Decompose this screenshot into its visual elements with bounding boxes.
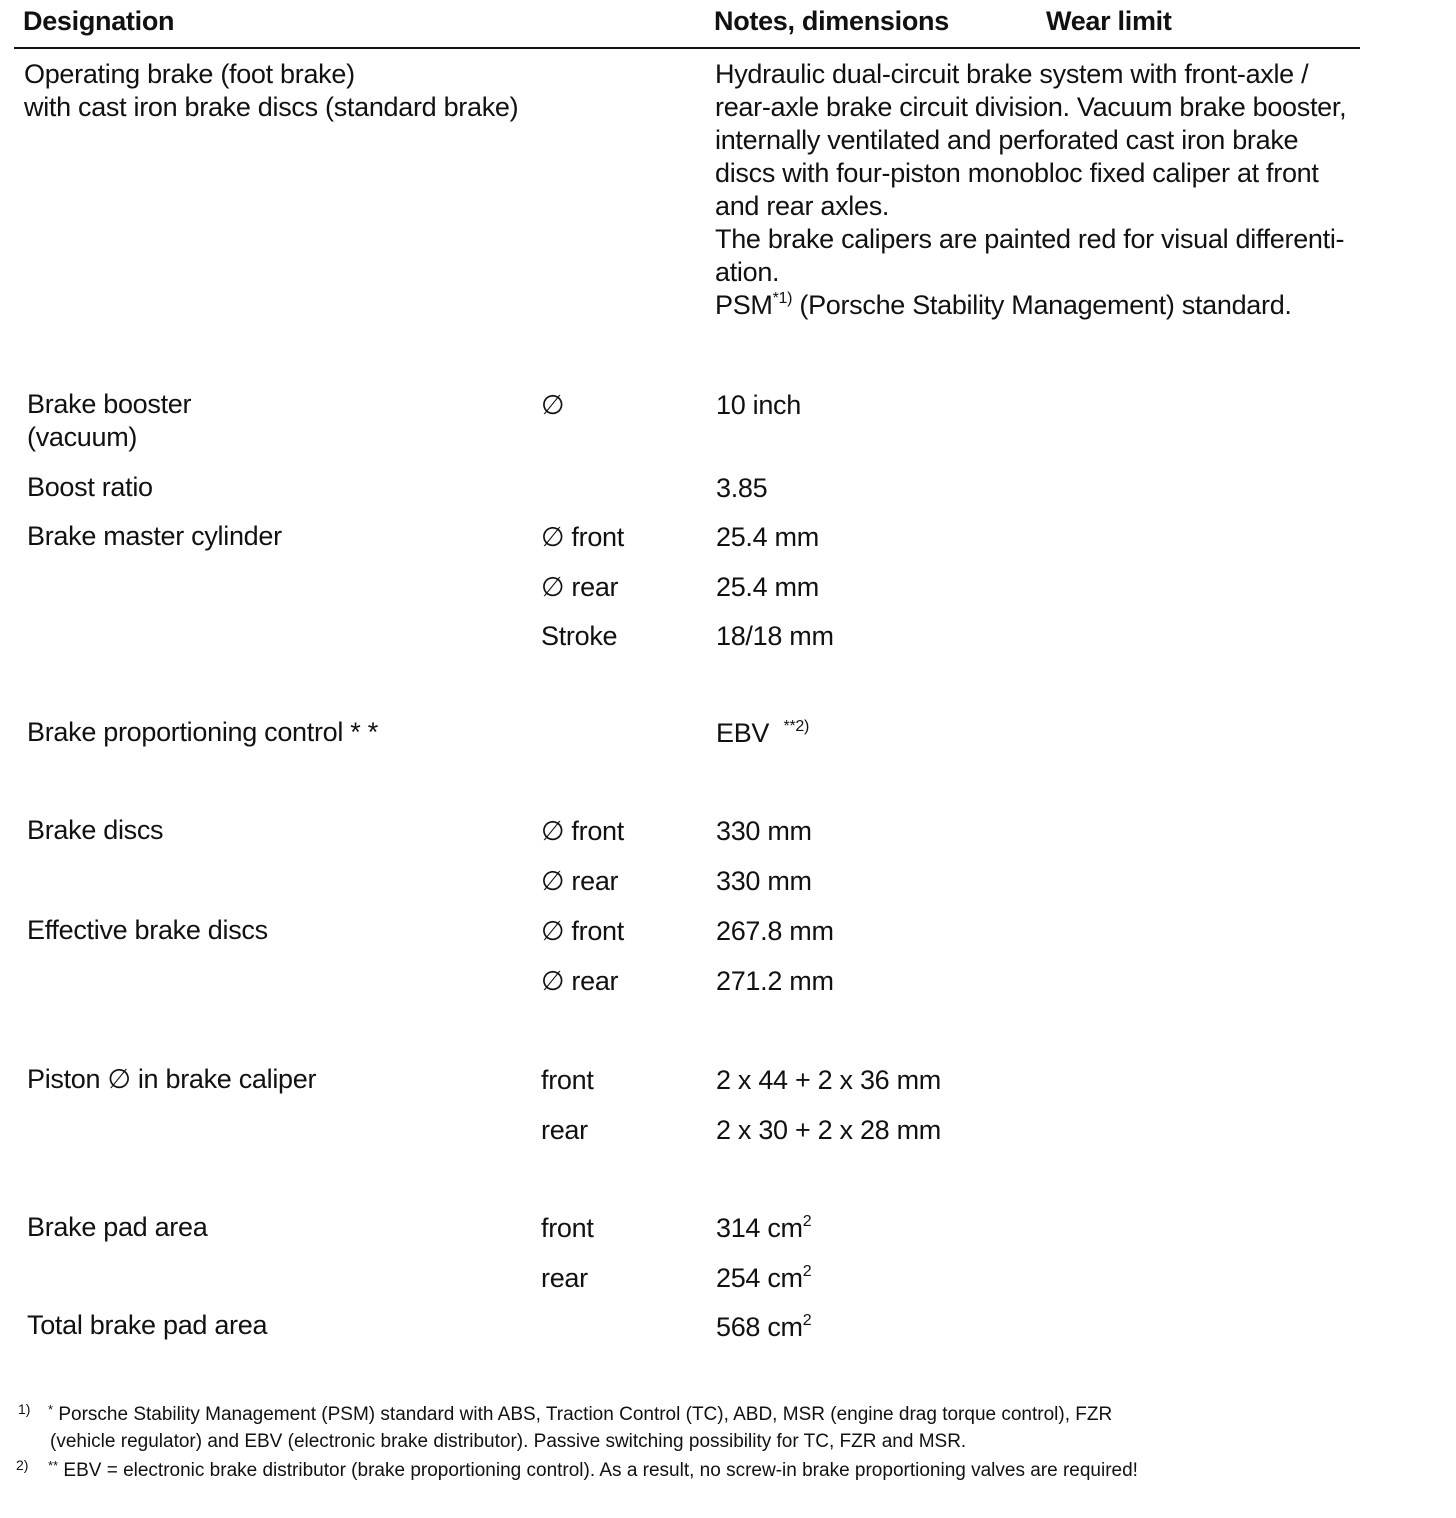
row-label-brake-booster: Brake booster [27,389,192,419]
footnote-2 [48,1452,1138,1484]
footnote-star: ** [48,1458,59,1473]
unit-superscript: 2 [802,1263,812,1280]
intro-notes-line: internally ventilated and perforated cast iron brake [715,125,1299,155]
column-header-notes: Notes, dimensions [714,6,949,36]
intro-notes [715,58,1346,322]
row-value-effective-front: 267.8 mm [716,916,834,946]
intro-designation-line: with cast iron brake discs (standard brake) [24,92,519,122]
row-qualifier-front: ∅ front [541,916,624,946]
row-label-boost-ratio: Boost ratio [27,472,153,502]
row-qualifier-front: front [541,1065,594,1095]
row-qualifier-rear: rear [541,1263,588,1293]
footnote-line [48,1396,1112,1428]
unit-superscript: 2 [802,1312,812,1329]
row-value-effective-rear: 271.2 mm [716,966,834,996]
pad-rear-value: 254 cm [716,1263,803,1293]
row-value-discs-rear: 330 mm [716,866,812,896]
row-value-pad-front [716,1212,811,1245]
row-label-brake-discs: Brake discs [27,815,164,845]
footnote-line [48,1452,1138,1484]
row-value-master-rear: 25.4 mm [716,572,819,602]
psm-prefix: PSM [715,290,773,320]
row-value-piston-front: 2 x 44 + 2 x 36 mm [716,1065,941,1095]
footnote-text: Porsche Stability Management (PSM) standard with ABS, Traction Control (TC), ABD, MSR (engine drag torque control), FZR [58,1404,1113,1425]
row-qualifier-front: ∅ front [541,816,624,846]
header-rule [14,47,1360,49]
intro-psm-line [715,289,1346,322]
row-value-booster: 10 inch [716,390,801,420]
row-label-total-pad-area: Total brake pad area [27,1310,268,1340]
footnote-mark: 2) [16,1457,29,1473]
column-header-wear-limit: Wear limit [1046,6,1172,36]
footnote-1 [48,1396,1112,1455]
psm-suffix: (Porsche Stability Management) standard. [792,290,1292,320]
row-label-master-cylinder: Brake master cylinder [27,521,282,551]
intro-notes-line: discs with four-piston monobloc fixed caliper at front [715,158,1319,188]
row-value-proportioning [716,717,809,750]
row-label-piston: Piston ∅ in brake caliper [27,1064,317,1094]
row-value-master-stroke: 18/18 mm [716,621,834,651]
row-label-pad-area: Brake pad area [27,1212,208,1242]
row-qualifier-rear: ∅ rear [541,572,619,602]
row-value-boost-ratio: 3.85 [716,473,768,503]
ebv-text: EBV [716,718,770,748]
intro-notes-line: Hydraulic dual-circuit brake system with front-axle / [715,59,1309,89]
row-value-total-pad [716,1311,811,1344]
footnote-text: EBV = electronic brake distributor (brake proportioning control). As a result, no screw-in brake proportioning valves are required! [63,1460,1138,1481]
row-value-discs-front: 330 mm [716,816,812,846]
row-value-piston-rear: 2 x 30 + 2 x 28 mm [716,1115,941,1145]
psm-footnote-ref: *1) [772,290,793,307]
intro-notes-line: ation. [715,257,780,287]
row-qualifier-rear: rear [541,1115,588,1145]
row-label-proportioning: Brake proportioning control * * [27,717,378,747]
pad-front-value: 314 cm [716,1213,803,1243]
intro-notes-line: rear-axle brake circuit division. Vacuum brake booster, [715,92,1347,122]
row-value-master-front: 25.4 mm [716,522,819,552]
intro-designation [24,58,518,124]
footnote-star: * [48,1402,54,1417]
row-qualifier-front: front [541,1213,594,1243]
row-qualifier-rear: ∅ rear [541,866,619,896]
intro-notes-line: and rear axles. [715,191,890,221]
footnote-line: (vehicle regulator) and EBV (electronic brake distributor). Passive switching possibility for TC, FZR and MSR. [50,1431,967,1452]
row-qualifier-stroke: Stroke [541,621,618,651]
unit-superscript: 2 [802,1213,812,1230]
row-qualifier-rear: ∅ rear [541,966,619,996]
footnote-mark: 1) [18,1401,31,1417]
row-qualifier-diameter: ∅ [541,390,565,420]
row-label-brake-booster-sub: (vacuum) [27,422,138,452]
row-value-pad-rear [716,1262,811,1295]
ebv-footnote-ref: **2) [783,718,810,735]
intro-designation-line: Operating brake (foot brake) [24,59,355,89]
total-pad-value: 568 cm [716,1312,803,1342]
intro-notes-line: The brake calipers are painted red for visual differenti- [715,224,1345,254]
row-label-effective-discs: Effective brake discs [27,915,268,945]
row-qualifier-front: ∅ front [541,522,624,552]
column-header-designation: Designation [23,6,175,36]
